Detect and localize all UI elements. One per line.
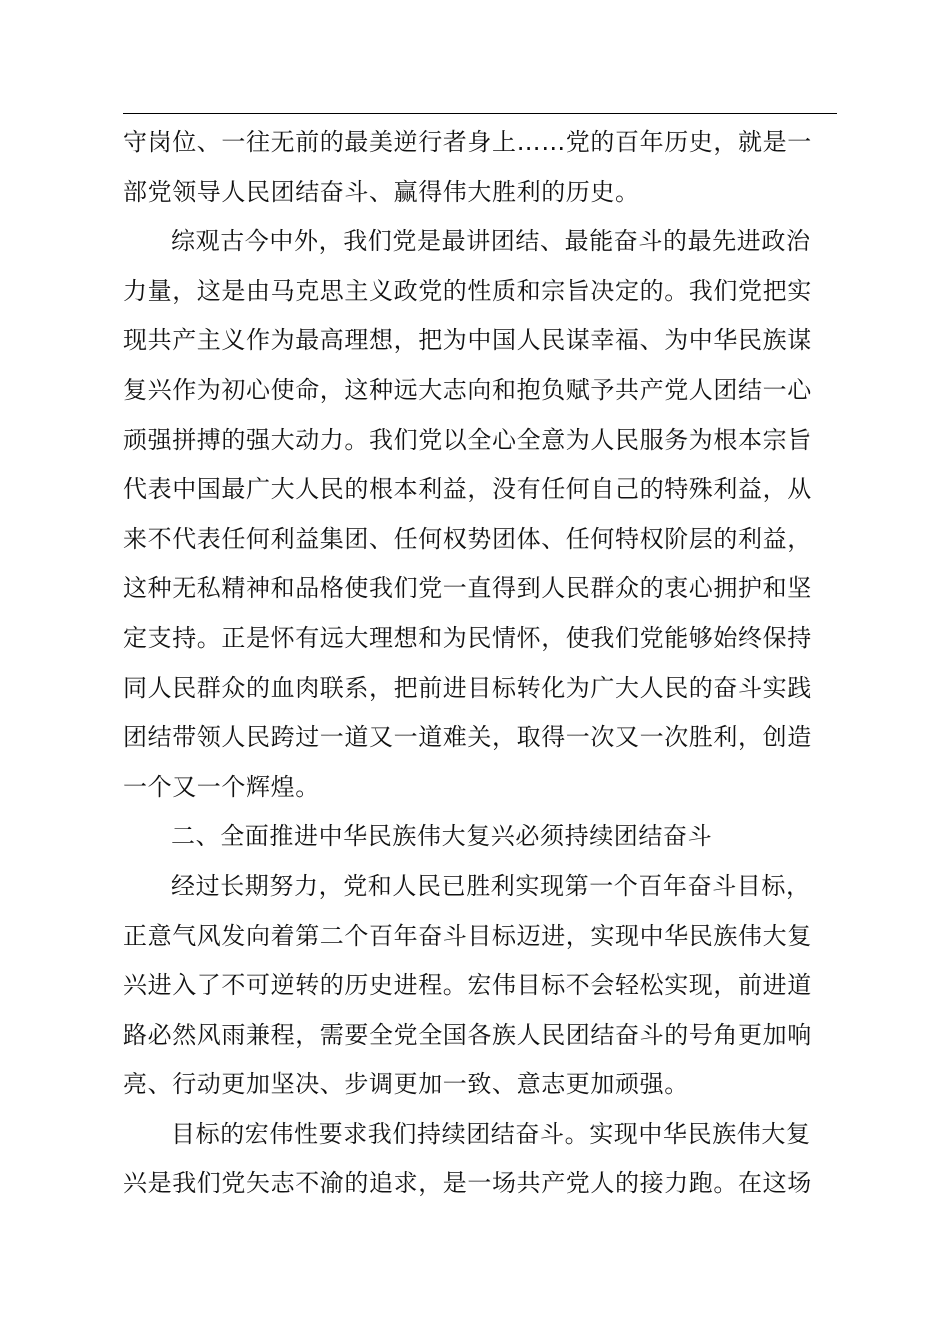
text-line: 定支持。正是怀有远大理想和为民情怀，使我们党能够始终保持	[123, 623, 812, 652]
text-line: 目标的宏伟性要求我们持续团结奋斗。实现中华民族伟大复	[171, 1119, 811, 1148]
text-line: 顽强拼搏的强大动力。我们党以全心全意为人民服务为根本宗旨	[123, 425, 812, 454]
text-line: 力量，这是由马克思主义政党的性质和宗旨决定的。我们党把实	[123, 276, 812, 305]
text-line: 综观古今中外，我们党是最讲团结、最能奋斗的最先进政治	[171, 227, 811, 256]
section-heading: 二、全面推进中华民族伟大复兴必须持续团结奋斗	[171, 822, 713, 851]
text-line: 亮、行动更加坚决、步调更加一致、意志更加顽强。	[123, 1070, 689, 1099]
text-line: 这种无私精神和品格使我们党一直得到人民群众的衷心拥护和坚	[123, 574, 812, 603]
text-line: 路必然风雨兼程，需要全党全国各族人民团结奋斗的号角更加响	[123, 1020, 812, 1049]
header-rule	[123, 113, 837, 114]
text-line: 现共产主义作为最高理想，把为中国人民谋幸福、为中华民族谋	[123, 326, 812, 355]
text-line: 来不代表任何利益集团、任何权势团体、任何特权阶层的利益，	[123, 524, 812, 553]
text-line: 团结带领人民跨过一道又一道难关，取得一次又一次胜利，创造	[123, 723, 812, 752]
text-line: 守岗位、一往无前的最美逆行者身上……党的百年历史，就是一	[123, 128, 812, 156]
body-text	[123, 118, 837, 1209]
text-line: 一个又一个辉煌。	[123, 772, 320, 801]
text-line: 代表中国最广大人民的根本利益，没有任何自己的特殊利益，从	[123, 475, 812, 504]
text-line: 兴进入了不可逆转的历史进程。宏伟目标不会轻松实现，前进道	[123, 971, 812, 1000]
text-line: 同人民群众的血肉联系，把前进目标转化为广大人民的奋斗实践	[123, 673, 812, 702]
text-line: 经过长期努力，党和人民已胜利实现第一个百年奋斗目标，	[171, 871, 811, 900]
text-line: 兴是我们党矢志不渝的追求，是一场共产党人的接力跑。在这场	[123, 1169, 812, 1198]
text-line: 部党领导人民团结奋斗、赢得伟大胜利的历史。	[123, 177, 640, 206]
text-line: 复兴作为初心使命，这种远大志向和抱负赋予共产党人团结一心	[123, 375, 812, 404]
text-line: 正意气风发向着第二个百年奋斗目标迈进，实现中华民族伟大复	[123, 921, 812, 950]
